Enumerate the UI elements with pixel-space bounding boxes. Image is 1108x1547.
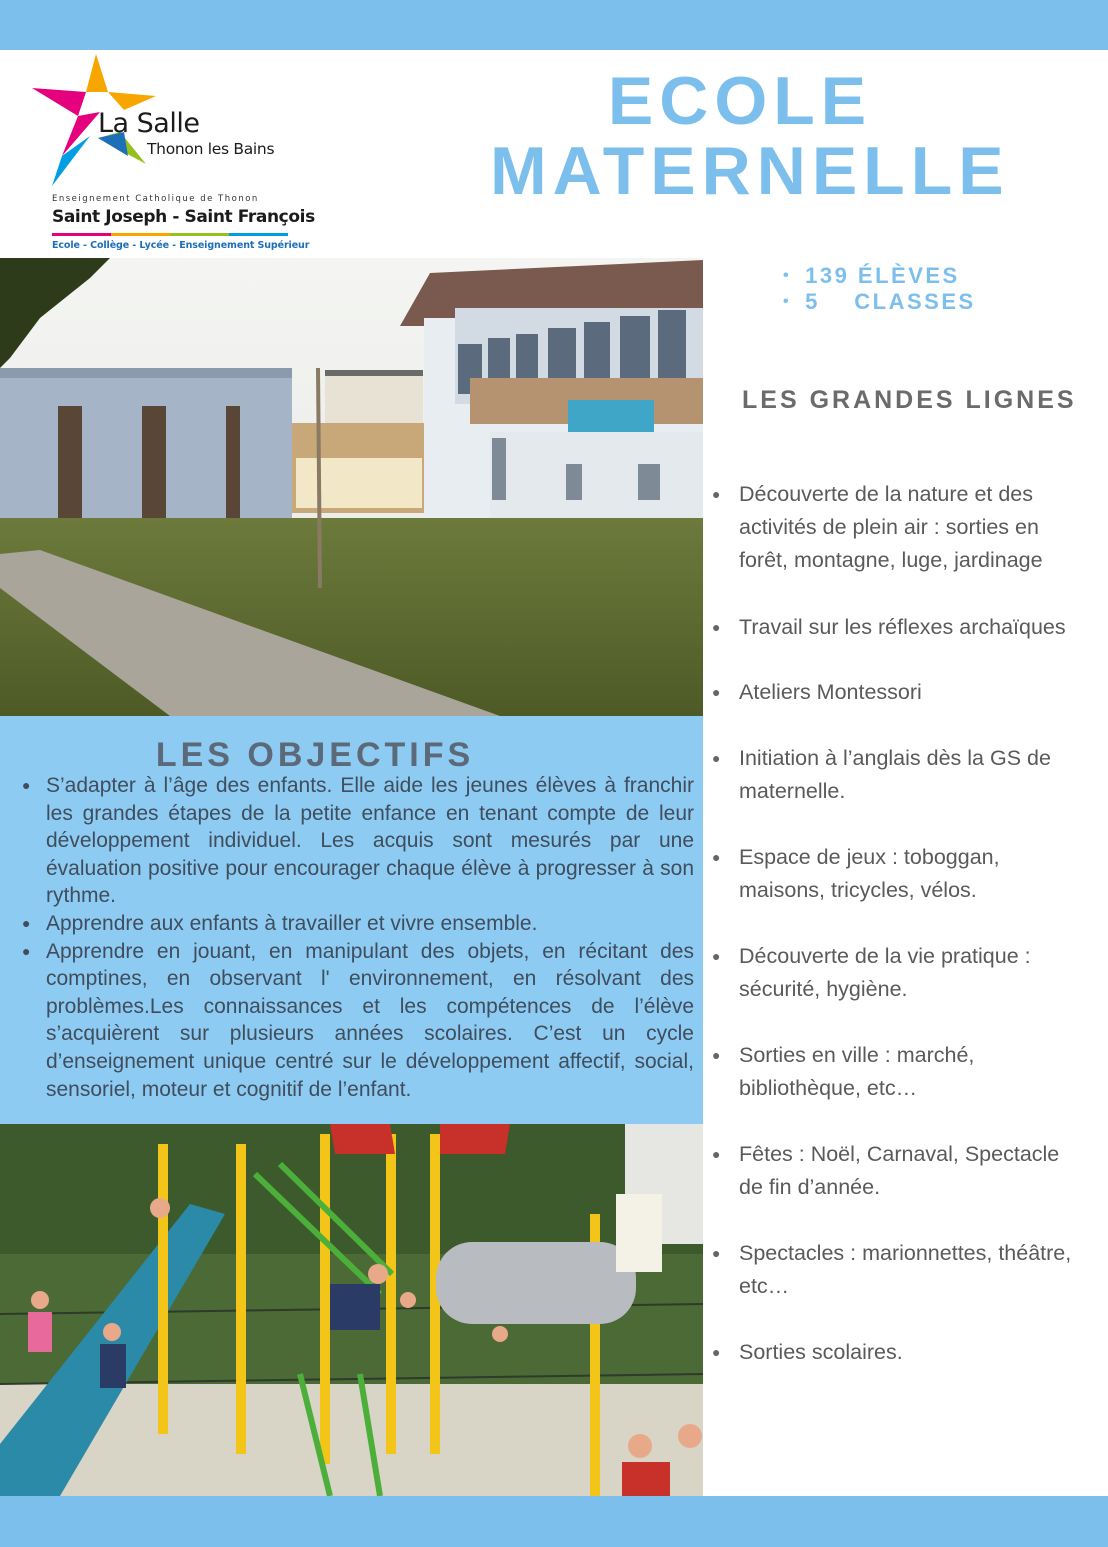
logo-color-rule [52,233,288,236]
highlight-text: Initiation à l’anglais dès la GS de maternelle. [739,746,1051,803]
objective-item [22,772,694,910]
objective-text: Apprendre aux enfants à travailler et vivre ensemble. [46,911,538,935]
highlight-item [712,611,1088,644]
bullet-icon: ● [712,619,721,635]
bullet-icon: ● [22,942,31,959]
bullet-icon: ● [712,849,721,865]
objective-text: S’adapter à l’âge des enfants. Elle aide les jeunes élèves à franchir les grandes étapes de la petite enfance en tenant compte de leur développement individuel. Les acquis sont mesurés par une évaluation positive pour encourager chaque élève à progresser à son rythme. [46,774,694,908]
school-stats [783,263,976,315]
bullet-icon: ● [712,684,721,700]
bullet-icon: ● [22,914,31,931]
page-title [490,63,1010,209]
bullet-icon: ● [712,1146,721,1162]
highlight-text: Espace de jeux : toboggan, maisons, tricycles, vélos. [739,845,1000,902]
bullet-icon: ● [712,1245,721,1261]
bullet-icon: ● [712,1047,721,1063]
highlight-item [712,1039,1088,1105]
highlight-text: Sorties en ville : marché, bibliothèque, etc… [739,1043,975,1100]
highlights-list [712,478,1088,1369]
highlight-item [712,1336,1088,1369]
highlight-text: Travail sur les réflexes archaïques [739,615,1066,639]
top-band [0,0,1108,50]
logo-tagline: Enseignement Catholique de Thonon [52,194,259,204]
highlight-item [712,478,1088,577]
highlight-item [712,742,1088,808]
bullet-icon: • [783,267,792,284]
brand-city: Thonon les Bains [147,140,275,158]
school-logo [28,52,315,257]
highlight-text: Sorties scolaires. [739,1340,903,1364]
stat-students [783,263,976,289]
highlight-text: Découverte de la nature et des activités de plein air : sorties en forêt, montagne, luge, jardinage [739,482,1043,572]
school-building-photo [0,258,703,716]
objective-item [22,910,694,938]
bullet-icon: ● [712,486,721,502]
highlight-text: Ateliers Montessori [739,680,922,704]
highlight-text: Fêtes : Noël, Carnaval, Spectacle de fin d’année. [739,1142,1060,1199]
highlight-item [712,676,1088,709]
playground-photo [0,1124,703,1496]
stat-classes [783,289,976,315]
logo-levels: Ecole - Collège - Lycée - Enseignement Supérieur [52,240,310,251]
bullet-icon: • [783,293,792,310]
objective-text: Apprendre en jouant, en manipulant des objets, en récitant des comptines, en observant l' environnement, en résolvant des problèmes.Les connaissances et les compétences de l’élève s’acquièrent sur plusieurs années scolaires. C’est un cycle d’enseignement unique centré sur le développement affectif, social, sensoriel, moteur et cognitif de l’enfant. [46,939,694,1101]
objectives-title: LES OBJECTIFS [155,736,475,774]
stat-classes-text: 5 CLASSES [805,289,976,314]
highlight-item [712,1237,1088,1303]
objectives-list [22,772,694,1103]
bullet-icon: ● [712,948,721,964]
highlight-item [712,1138,1088,1204]
title-line-1: ECOLE [607,63,873,139]
objective-item [22,938,694,1104]
highlight-item [712,841,1088,907]
highlight-item [712,940,1088,1006]
logo-schools: Saint Joseph - Saint François [52,207,315,227]
highlight-text: Découverte de la vie pratique : sécurité, hygiène. [739,944,1031,1001]
bullet-icon: ● [712,1344,721,1360]
bottom-band [0,1496,1108,1547]
bullet-icon: ● [22,777,31,793]
brand-name: La Salle [98,108,200,139]
highlights-title: LES GRANDES LIGNES [742,386,1077,414]
highlight-text: Spectacles : marionnettes, théâtre, etc… [739,1241,1072,1298]
stat-students-text: 139 ÉLÈVES [805,263,960,288]
title-line-2: MATERNELLE [490,133,1010,209]
objectives-panel [0,716,703,1124]
bullet-icon: ● [712,750,721,766]
